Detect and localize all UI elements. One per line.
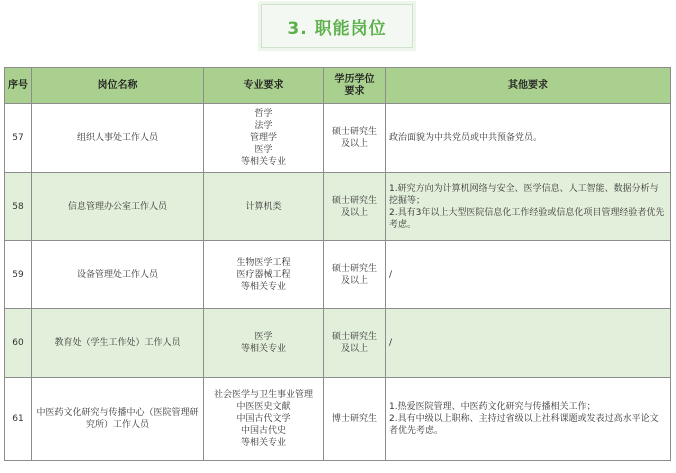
row-position: 设备管理处工作人员 [32, 241, 204, 309]
row-no: 57 [5, 104, 32, 173]
row-other: 政治面貌为中共党员或中共预备党员。 [386, 104, 671, 173]
row-major: 哲学 法学 管理学 医学 等相关专业 [204, 104, 324, 173]
table-row [5, 241, 671, 309]
row-major: 社会医学与卫生事业管理 中医医史文献 中国古代文学 中国古代史 等相关专业 [204, 378, 324, 461]
row-other: / [386, 309, 671, 378]
row-no: 59 [5, 241, 32, 309]
row-position: 中医药文化研究与传播中心（医院管理研究所）工作人员 [32, 378, 204, 461]
table-row [5, 104, 671, 173]
row-position: 组织人事处工作人员 [32, 104, 204, 173]
row-major: 生物医学工程 医疗器械工程 等相关专业 [204, 241, 324, 309]
header-other: 其他要求 [386, 68, 671, 104]
row-other: 1.研究方向为计算机网络与安全、医学信息、人工智能、数据分析与挖掘等； 2.具有3年以上大型医院信息化工作经验或信息化项目管理经验者优先考虑。 [386, 173, 671, 241]
row-degree: 硕士研究生 及以上 [324, 104, 386, 173]
header-major: 专业要求 [204, 68, 324, 104]
row-major: 医学 等相关专业 [204, 309, 324, 378]
row-position: 教育处（学生工作处）工作人员 [32, 309, 204, 378]
table-header-row [5, 68, 671, 104]
row-other: 1.热爱医院管理、中医药文化研究与传播相关工作； 2.具有中级以上职称、主持过省级以上社科课题或发表过高水平论文者优先考虑。 [386, 378, 671, 461]
header-degree: 学历学位要求 [324, 68, 386, 104]
positions-table [4, 67, 671, 461]
header-no: 序号 [5, 68, 32, 104]
table-row [5, 173, 671, 241]
row-degree: 硕士研究生 及以上 [324, 309, 386, 378]
row-no: 58 [5, 173, 32, 241]
row-no: 61 [5, 378, 32, 461]
header-position: 岗位名称 [32, 68, 204, 104]
row-no: 60 [5, 309, 32, 378]
section-title: 3. 职能岗位 [287, 18, 387, 39]
row-degree: 博士研究生 [324, 378, 386, 461]
row-position: 信息管理办公室工作人员 [32, 173, 204, 241]
row-degree: 硕士研究生 及以上 [324, 173, 386, 241]
table-row [5, 378, 671, 461]
row-major: 计算机类 [204, 173, 324, 241]
table-row [5, 309, 671, 378]
section-title-box [261, 4, 413, 48]
row-other: / [386, 241, 671, 309]
row-degree: 硕士研究生 及以上 [324, 241, 386, 309]
